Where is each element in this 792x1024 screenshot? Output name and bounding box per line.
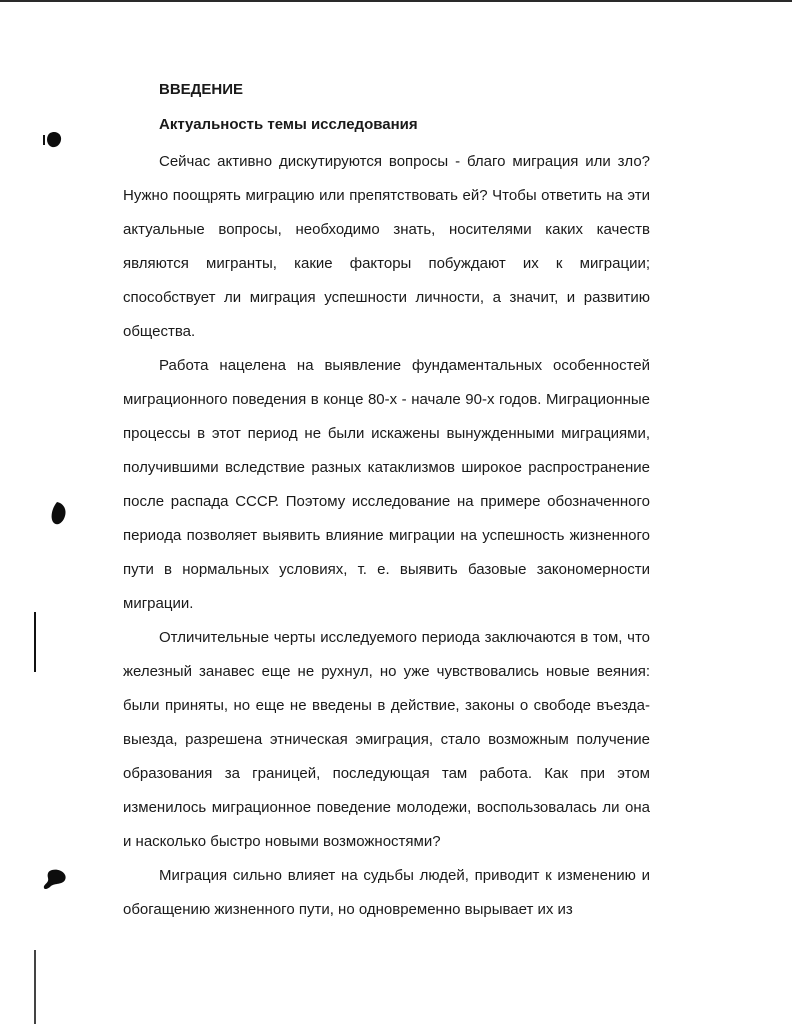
section-subheading: Актуальность темы исследования bbox=[159, 116, 418, 133]
paragraph: Работа нацелена на выявление фундаментальных особенностей миграционного поведения в конце 80-х - начале 90-х годов. Миграционные процессы в этот период не были искажены вынужденными миграциями, получившими вследствие разных катаклизмов широкое распространение после распада СССР. Поэтому исследование на примере обозначенного периода позволяет выявить влияние миграции на успешность жизненного пути в нормальных условиях, т. е. выявить базовые закономерности миграции. bbox=[123, 357, 650, 612]
ink-blot bbox=[42, 130, 64, 152]
document-heading: ВВЕДЕНИЕ bbox=[159, 81, 243, 98]
ink-blot bbox=[48, 500, 70, 528]
scan-top-edge bbox=[0, 0, 792, 2]
scan-left-edge-mark bbox=[34, 612, 36, 672]
ink-blot bbox=[40, 866, 70, 892]
document-page bbox=[123, 80, 650, 927]
paragraph: Сейчас активно дискутируются вопросы - благо миграция или зло? Нужно поощрять миграцию или препятствовать ей? Чтобы ответить на эти актуальные вопросы, необходимо знать, носителями каких качеств являются мигранты, какие факторы побуждают их к миграции; способствует ли миграция успешности личности, а значит, и развитию общества. bbox=[123, 153, 650, 340]
paragraph: Миграция сильно влияет на судьбы людей, приводит к изменению и обогащению жизненного пути, но одновременно вырывает их из bbox=[123, 867, 650, 918]
paragraph: Отличительные черты исследуемого периода заключаются в том, что железный занавес еще не рухнул, но уже чувствовались новые веяния: были приняты, но еще не введены в действие, законы о свободе въезда-выезда, разрешена этническая эмиграция, стало возможным получение образования за границей, последующая там работа. Как при этом изменилось миграционное поведение молодежи, воспользовалась ли она и насколько быстро новыми возможностями? bbox=[123, 629, 650, 850]
scan-left-edge-mark bbox=[34, 950, 36, 1024]
